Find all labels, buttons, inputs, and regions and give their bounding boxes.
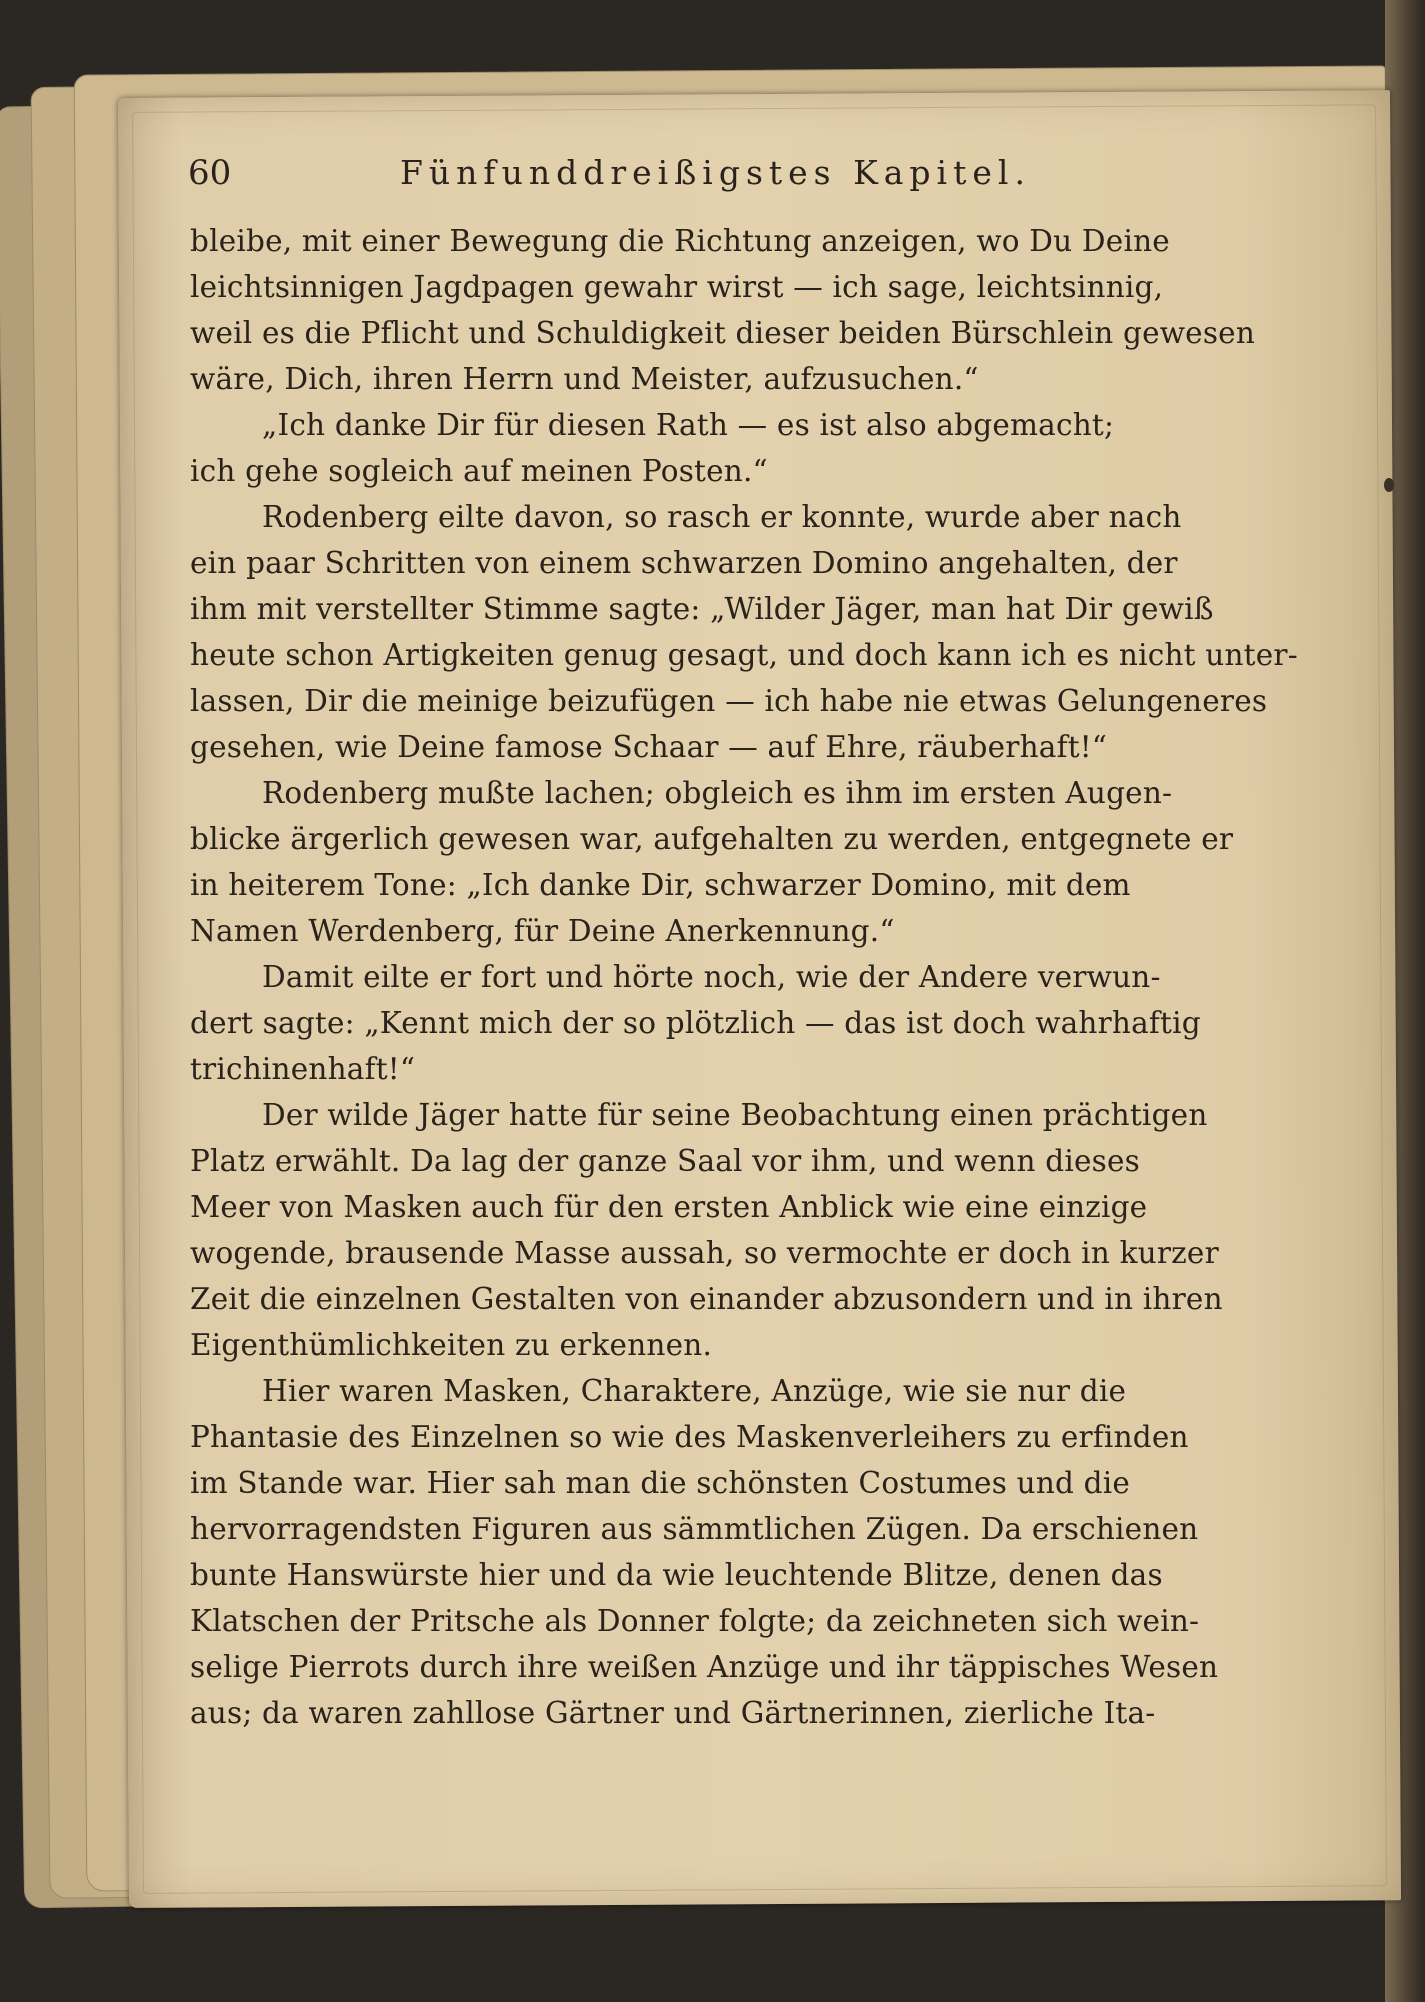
text-line: wäre, Dich, ihren Herrn und Meister, aufzusuchen.“ [190, 362, 979, 396]
text-line: „Ich danke Dir für diesen Rath — es ist also abgemacht; [262, 408, 1115, 442]
text-line: Zeit die einzelnen Gestalten von einander abzusondern und in ihren [190, 1282, 1223, 1316]
text-line: ich gehe sogleich auf meinen Posten.“ [190, 454, 768, 488]
text-line: im Stande war. Hier sah man die schönsten Costumes und die [190, 1466, 1131, 1500]
text-line: leichtsinnigen Jagdpagen gewahr wirst — ich sage, leichtsinnig, [190, 270, 1164, 304]
text-line: Namen Werdenberg, für Deine Anerkennung.“ [190, 914, 895, 948]
text-line: hervorragendsten Figuren aus sämmtlichen Zügen. Da erschienen [190, 1512, 1199, 1546]
text-line: Rodenberg mußte lachen; obgleich es ihm im ersten Augen- [262, 776, 1173, 810]
ink-spot [1384, 478, 1394, 492]
running-head [188, 148, 1088, 198]
text-line: Phantasie des Einzelnen so wie des Maskenverleihers zu erfinden [190, 1420, 1189, 1454]
text-line: Hier waren Masken, Charaktere, Anzüge, wie sie nur die [262, 1374, 1127, 1408]
text-line: ein paar Schritten von einem schwarzen Domino angehalten, der [190, 546, 1178, 580]
text-line: blicke ärgerlich gewesen war, aufgehalten zu werden, entgegnete er [190, 822, 1234, 856]
body-text [190, 218, 1298, 1736]
text-line: Meer von Masken auch für den ersten Anblick wie eine einzige [190, 1190, 1148, 1224]
text-line: Klatschen der Pritsche als Donner folgte; da zeichneten sich wein- [190, 1604, 1200, 1638]
text-line: wogende, brausende Masse aussah, so vermochte er doch in kurzer [190, 1236, 1219, 1270]
text-line: dert sagte: „Kennt mich der so plötzlich — das ist doch wahrhaftig [190, 1006, 1201, 1040]
text-line: bunte Hanswürste hier und da wie leuchtende Blitze, denen das [190, 1558, 1163, 1592]
text-line: ihm mit verstellter Stimme sagte: „Wilder Jäger, man hat Dir gewiß [190, 592, 1214, 626]
chapter-title: Fünfunddreißigstes Kapitel. [400, 153, 1031, 192]
text-line: weil es die Pflicht und Schuldigkeit dieser beiden Bürschlein gewesen [190, 316, 1256, 350]
text-line: selige Pierrots durch ihre weißen Anzüge und ihr täppisches Wesen [190, 1650, 1219, 1684]
text-line: heute schon Artigkeiten genug gesagt, und doch kann ich es nicht unter- [190, 638, 1298, 672]
text-line: Platz erwählt. Da lag der ganze Saal vor ihm, und wenn dieses [190, 1144, 1140, 1178]
text-line: aus; da waren zahllose Gärtner und Gärtnerinnen, zierliche Ita- [190, 1696, 1156, 1730]
text-line: in heiterem Tone: „Ich danke Dir, schwarzer Domino, mit dem [190, 868, 1131, 902]
text-line: trichinenhaft!“ [190, 1052, 416, 1086]
text-line: bleibe, mit einer Bewegung die Richtung anzeigen, wo Du Deine [190, 224, 1170, 258]
text-line: Eigenthümlichkeiten zu erkennen. [190, 1328, 713, 1362]
text-line: gesehen, wie Deine famose Schaar — auf Ehre, räuberhaft!“ [190, 730, 1108, 764]
text-line: Damit eilte er fort und hörte noch, wie der Andere verwun- [262, 960, 1161, 994]
text-line: Rodenberg eilte davon, so rasch er konnte, wurde aber nach [262, 500, 1182, 534]
text-line: Der wilde Jäger hatte für seine Beobachtung einen prächtigen [262, 1098, 1208, 1132]
page-number: 60 [188, 153, 232, 193]
text-line: lassen, Dir die meinige beizufügen — ich habe nie etwas Gelungeneres [190, 684, 1268, 718]
